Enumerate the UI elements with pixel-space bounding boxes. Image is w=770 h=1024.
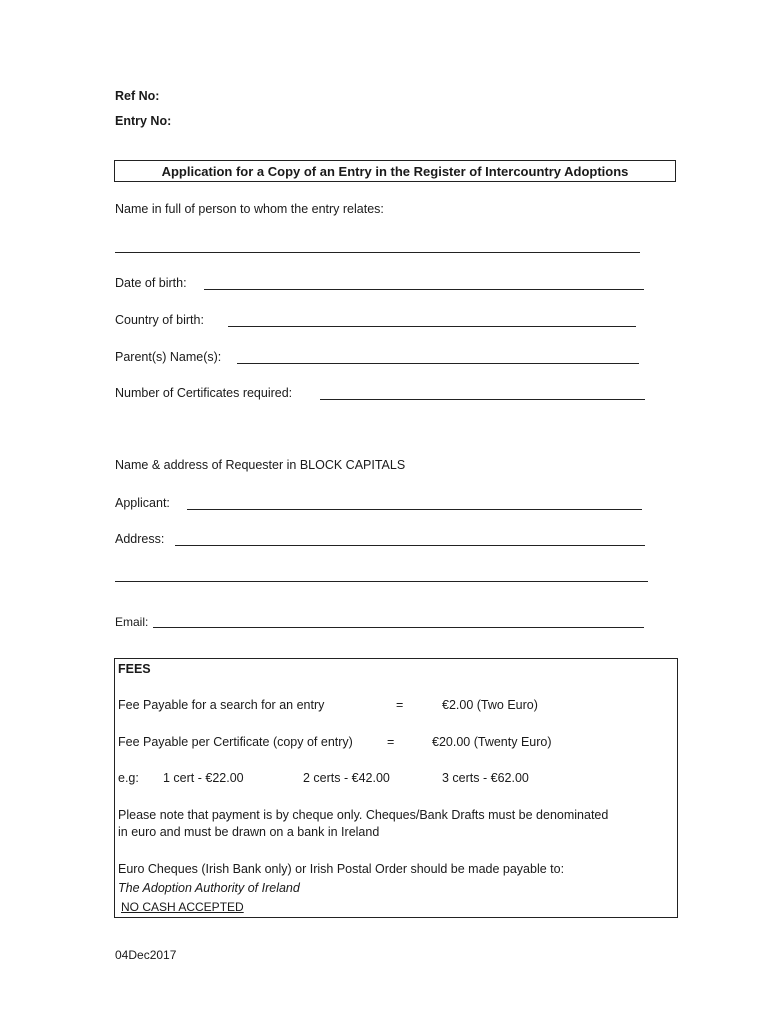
name-in-full-line[interactable]	[115, 252, 640, 253]
date-of-birth-label: Date of birth:	[115, 276, 187, 290]
entry-no-label: Entry No:	[115, 114, 172, 128]
fees-heading: FEES	[118, 662, 151, 676]
search-fee-equals: =	[396, 698, 404, 712]
payee-name: The Adoption Authority of Ireland	[118, 881, 300, 895]
requester-heading: Name & address of Requester in BLOCK CAPITALS	[115, 458, 406, 472]
ref-no-label: Ref No:	[115, 89, 160, 103]
parents-names-line[interactable]	[237, 363, 639, 364]
parents-names-label: Parent(s) Name(s):	[115, 350, 222, 364]
num-certificates-line[interactable]	[320, 399, 645, 400]
cert-fee-value: €20.00 (Twenty Euro)	[432, 735, 552, 749]
payable-to-line: Euro Cheques (Irish Bank only) or Irish Postal Order should be made payable to:	[118, 862, 565, 876]
search-fee-value: €2.00 (Two Euro)	[442, 698, 538, 712]
name-in-full-label: Name in full of person to whom the entry relates:	[115, 202, 384, 216]
search-fee-label: Fee Payable for a search for an entry	[118, 698, 325, 712]
email-label: Email:	[115, 615, 149, 629]
example-1-cert: 1 cert - €22.00	[163, 771, 244, 785]
country-of-birth-line[interactable]	[228, 326, 636, 327]
address-label: Address:	[115, 532, 165, 546]
applicant-line[interactable]	[187, 509, 642, 510]
payment-note-line-1: Please note that payment is by cheque only. Cheques/Bank Drafts must be denominated	[118, 808, 609, 822]
no-cash-notice: NO CASH ACCEPTED	[121, 900, 244, 914]
cert-fee-label: Fee Payable per Certificate (copy of entry)	[118, 735, 353, 749]
payment-note-line-2: in euro and must be drawn on a bank in Ireland	[118, 825, 380, 839]
address-line-1[interactable]	[175, 545, 645, 546]
date-of-birth-line[interactable]	[204, 289, 644, 290]
fees-box	[114, 658, 678, 918]
example-2-certs: 2 certs - €42.00	[303, 771, 390, 785]
email-line[interactable]	[153, 627, 644, 628]
example-label: e.g:	[118, 771, 139, 785]
address-line-2[interactable]	[115, 581, 648, 582]
footer-date-code: 04Dec2017	[115, 948, 177, 962]
num-certificates-label: Number of Certificates required:	[115, 386, 293, 400]
example-3-certs: 3 certs - €62.00	[442, 771, 529, 785]
form-title: Application for a Copy of an Entry in the Register of Intercountry Adoptions	[161, 163, 629, 179]
country-of-birth-label: Country of birth:	[115, 313, 204, 327]
applicant-label: Applicant:	[115, 496, 170, 510]
form-title-box	[114, 160, 676, 182]
cert-fee-equals: =	[387, 735, 395, 749]
